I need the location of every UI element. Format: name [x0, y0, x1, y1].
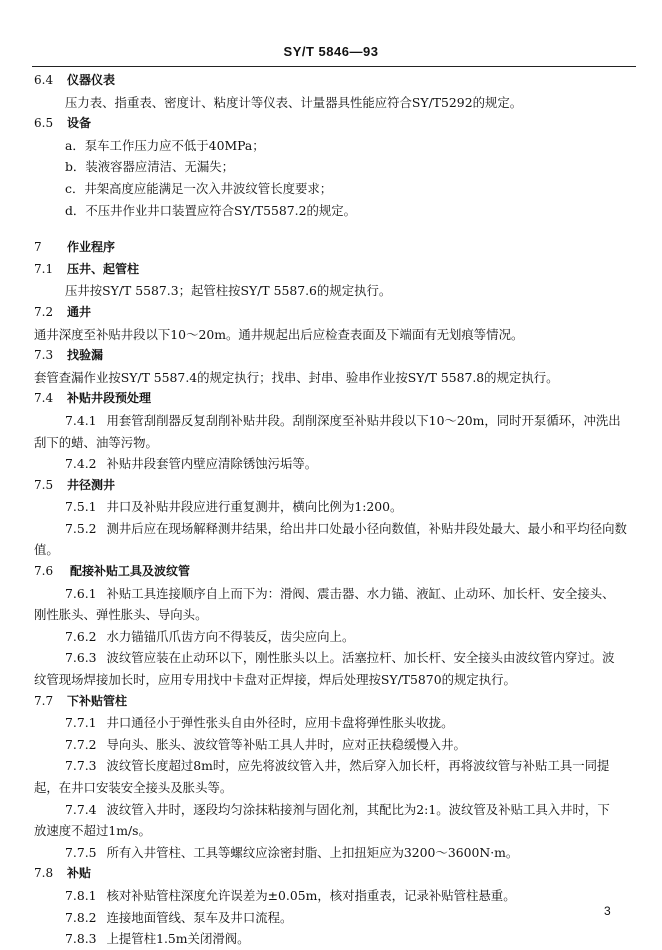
clause-text: 井口及补贴井段应进行重复测井，横向比例为1:200。 — [106, 499, 403, 515]
section-title: 下补贴管柱 — [67, 693, 128, 708]
section-title: 压井、起管柱 — [67, 261, 140, 276]
clause-text: 测井后应在现场解释测井结果，给出井口处最小径向数值，补贴井段处最大、最小和平均径向数 — [106, 520, 627, 536]
section-number: 7.7 — [34, 693, 54, 708]
clause-number: 7.6.2 — [65, 628, 97, 644]
section-heading — [34, 345, 630, 367]
section-number: 7.1 — [34, 261, 54, 276]
section-title: 仪器仪表 — [67, 73, 116, 87]
section-title: 补贴井段预处理 — [67, 391, 152, 406]
section-heading — [34, 302, 630, 324]
section-heading — [34, 70, 630, 92]
clause-text: 上提管柱1.5m关闭滑阀。 — [106, 931, 250, 947]
body-line: a．泵车工作压力应不低于40MPa； — [65, 137, 265, 153]
clause-text: 波纹管入井时，逐段均匀涂抹粘接剂与固化剂，其配比为2:1。波纹管及补贴工具入井时，下 — [106, 801, 610, 817]
clause-number: 7.7.5 — [65, 844, 97, 860]
clause — [34, 734, 630, 756]
clause-text: 所有入井管柱、工具等螺纹应涂密封脂、上扣扭矩应为3200～3600N·m。 — [106, 844, 519, 860]
section-number: 7.8 — [34, 866, 54, 881]
clause-number: 7.8.3 — [65, 931, 97, 947]
section-heading — [34, 388, 630, 410]
clause-text: 波纹管应装在止动环以下，刚性胀头以上。活塞拉杆、加长杆、安全接头由波纹管内穿过。波 — [106, 650, 615, 666]
clause-text: 补贴工具连接顺序自上而下为：滑阀、震击器、水力锚、液缸、止动环、加长杆、安全接头、 — [106, 585, 615, 601]
clause-number: 7.7.1 — [65, 715, 97, 731]
header-rule — [32, 66, 636, 67]
body-line: 套管查漏作业按SY/T 5587.4的规定执行；找串、封串、验串作业按SY/T 5587.8的规定执行。 — [34, 369, 559, 385]
body-line: 起，在井口安装安全接头及胀头等。 — [34, 780, 233, 795]
clause-text: 井口通径小于弹性张头自由外径时，应用卡盘将弹性胀头收拢。 — [106, 715, 454, 731]
section-number: 7.3 — [34, 348, 54, 363]
clause-number: 7.4.2 — [65, 456, 97, 472]
section-heading — [34, 863, 630, 885]
section-number: 7.5 — [34, 477, 54, 492]
section-title: 找验漏 — [67, 348, 104, 363]
clause-number: 7.7.2 — [65, 736, 97, 752]
section-title: 通井 — [67, 304, 92, 319]
section-title: 补贴 — [67, 866, 92, 881]
body-line: d．不压井作业井口装置应符合SY/T5587.2的规定。 — [65, 202, 357, 218]
section-heading — [34, 561, 630, 583]
section-title: 井径测井 — [67, 477, 116, 492]
clause-number: 7.5.1 — [65, 499, 97, 515]
clause — [34, 518, 630, 540]
clause-number: 7.4.1 — [65, 412, 97, 428]
clause — [34, 885, 630, 907]
clause — [34, 928, 630, 950]
section-heading — [34, 259, 630, 281]
section-number: 7.2 — [34, 304, 54, 319]
body-line: 刚性胀头、弹性胀头、导向头。 — [34, 607, 208, 623]
clause — [34, 712, 630, 734]
clause — [34, 755, 630, 777]
clause — [34, 626, 630, 648]
clause-text: 导向头、胀头、波纹管等补贴工具人井时，应对正扶稳缓慢入井。 — [106, 736, 466, 752]
clause-number: 7.6.3 — [65, 650, 97, 666]
clause-text: 水力锚锚爪爪齿方向不得装反，齿尖应向上。 — [106, 628, 355, 644]
clause — [34, 842, 630, 864]
section-title: 配接补贴工具及波纹管 — [70, 564, 191, 579]
body-line: 放速度不超过1m/s。 — [34, 823, 151, 839]
clause — [34, 410, 630, 432]
clause — [34, 453, 630, 475]
clause-number: 7.8.1 — [65, 887, 97, 903]
section-number: 6.4 — [34, 73, 54, 87]
body-line: 值。 — [34, 542, 59, 558]
page-number: 3 — [604, 904, 611, 918]
section-title: 作业程序 — [67, 240, 116, 255]
section-number: 7.6 — [34, 564, 54, 579]
clause-number: 7.7.4 — [65, 801, 97, 817]
clause — [34, 496, 630, 518]
document-header: SY/T 5846—93 — [283, 44, 379, 59]
clause — [34, 799, 630, 821]
section-number: 7 — [34, 240, 42, 255]
body-line: 纹管现场焊接加长时，应用专用找中卡盘对正焊接，焊后处理按SY/T5870的规定执行。 — [34, 672, 516, 688]
clause — [34, 647, 630, 669]
clause — [34, 907, 630, 929]
section-heading — [34, 475, 630, 497]
clause — [34, 583, 630, 605]
body-line: 通井深度至补贴井段以下10～20m。通井规起出后应检查表面及下端面有无划痕等情况。 — [34, 326, 524, 342]
body-line: c．井架高度应能满足一次入井波纹管长度要求； — [65, 180, 333, 196]
clause-text: 用套管刮削器反复刮削补贴井段。刮削深度至补贴井段以下10～20m，同时开泵循环，冲洗出 — [106, 412, 621, 428]
clause-number: 7.7.3 — [65, 758, 97, 774]
clause-text: 波纹管长度超过8m时，应先将波纹管入井，然后穿入加长杆，再将波纹管与补贴工具一同提 — [106, 758, 610, 774]
clause-text: 核对补贴管柱深度允许误差为±0.05m，核对指重表，记录补贴管柱悬重。 — [106, 887, 516, 903]
section-number: 6.5 — [34, 116, 54, 131]
body-line: 压力表、指重表、密度计、粘度计等仪表、计量器具性能应符合SY/T5292的规定。 — [65, 94, 523, 110]
clause-text: 连接地面管线、泵车及井口流程。 — [106, 909, 293, 925]
document-body — [34, 70, 630, 950]
clause-number: 7.6.1 — [65, 585, 97, 601]
clause-number: 7.5.2 — [65, 520, 97, 536]
body-line: 刮下的蜡、油等污物。 — [34, 434, 158, 450]
body-line: b．装液容器应清洁、无漏失； — [65, 159, 235, 175]
section-title: 设备 — [67, 116, 92, 131]
body-line: 压井按SY/T 5587.3；起管柱按SY/T 5587.6的规定执行。 — [65, 283, 392, 299]
section-heading — [34, 237, 630, 259]
section-heading — [34, 113, 630, 135]
section-heading — [34, 691, 630, 713]
clause-text: 补贴井段套管内壁应清除锈蚀污垢等。 — [106, 456, 318, 472]
section-number: 7.4 — [34, 391, 54, 406]
clause-number: 7.8.2 — [65, 909, 97, 925]
